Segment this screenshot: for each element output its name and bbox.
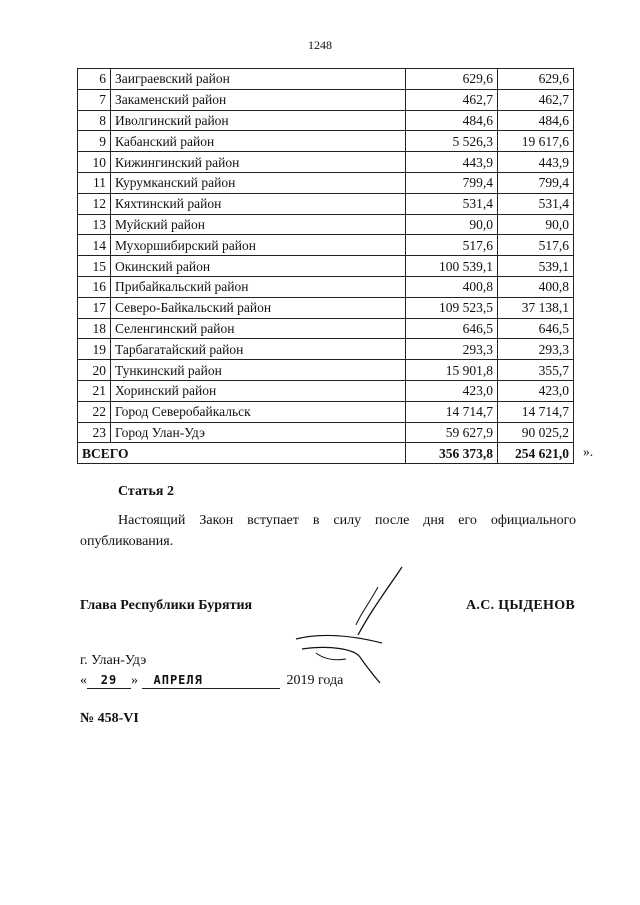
row-number: 9 <box>78 131 111 152</box>
value-column-1: 629,6 <box>406 69 498 90</box>
value-column-2: 517,6 <box>498 235 574 256</box>
district-name: Окинский район <box>111 256 406 277</box>
row-number: 15 <box>78 256 111 277</box>
signatory-title: Глава Республики Бурятия <box>80 598 253 613</box>
value-column-1: 109 523,5 <box>406 297 498 318</box>
value-column-1: 799,4 <box>406 172 498 193</box>
value-column-1: 293,3 <box>406 339 498 360</box>
district-name: Кижингинский район <box>111 152 406 173</box>
value-column-2: 293,3 <box>498 339 574 360</box>
district-name: Заиграевский район <box>111 69 406 90</box>
value-column-2: 355,7 <box>498 360 574 381</box>
law-number: № 458-VI <box>80 711 139 726</box>
table-row <box>78 256 574 277</box>
district-name: Кяхтинский район <box>111 193 406 214</box>
value-column-2: 37 138,1 <box>498 297 574 318</box>
value-column-2: 462,7 <box>498 89 574 110</box>
date-month-stamp: АПРЕЛЯ <box>142 672 280 689</box>
total-value-2: 254 621,0 <box>498 443 574 464</box>
district-name: Иволгинский район <box>111 110 406 131</box>
table-row <box>78 360 574 381</box>
row-number: 17 <box>78 297 111 318</box>
table-row <box>78 380 574 401</box>
table-row <box>78 276 574 297</box>
district-name: Город Северобайкальск <box>111 401 406 422</box>
value-column-2: 14 714,7 <box>498 401 574 422</box>
value-column-1: 14 714,7 <box>406 401 498 422</box>
table-row <box>78 339 574 360</box>
value-column-1: 400,8 <box>406 276 498 297</box>
row-number: 8 <box>78 110 111 131</box>
total-value-1: 356 373,8 <box>406 443 498 464</box>
value-column-2: 423,0 <box>498 380 574 401</box>
value-column-2: 531,4 <box>498 193 574 214</box>
value-column-2: 443,9 <box>498 152 574 173</box>
total-row <box>78 443 574 464</box>
row-number: 13 <box>78 214 111 235</box>
district-name: Закаменский район <box>111 89 406 110</box>
district-name: Кабанский район <box>111 131 406 152</box>
district-name: Северо-Байкальский район <box>111 297 406 318</box>
row-number: 16 <box>78 276 111 297</box>
date-year: 2019 года <box>286 673 344 688</box>
row-number: 18 <box>78 318 111 339</box>
total-label: ВСЕГО <box>78 443 406 464</box>
district-name: Прибайкальский район <box>111 276 406 297</box>
value-column-2: 799,4 <box>498 172 574 193</box>
value-column-2: 629,6 <box>498 69 574 90</box>
value-column-2: 539,1 <box>498 256 574 277</box>
row-number: 11 <box>78 172 111 193</box>
district-name: Город Улан-Удэ <box>111 422 406 443</box>
value-column-2: 484,6 <box>498 110 574 131</box>
district-name: Муйский район <box>111 214 406 235</box>
table-row <box>78 152 574 173</box>
district-name: Тарбагатайский район <box>111 339 406 360</box>
value-column-1: 5 526,3 <box>406 131 498 152</box>
value-column-2: 90 025,2 <box>498 422 574 443</box>
row-number: 14 <box>78 235 111 256</box>
value-column-1: 100 539,1 <box>406 256 498 277</box>
date-open-quote: « <box>80 673 87 688</box>
date-day-stamp: 29 <box>87 672 131 689</box>
value-column-1: 59 627,9 <box>406 422 498 443</box>
value-column-1: 531,4 <box>406 193 498 214</box>
value-column-1: 443,9 <box>406 152 498 173</box>
value-column-1: 646,5 <box>406 318 498 339</box>
row-number: 21 <box>78 380 111 401</box>
date-close-quote: » <box>131 673 138 688</box>
table-row <box>78 131 574 152</box>
page-number: 1248 <box>308 38 332 52</box>
article-title: Статья 2 <box>118 484 174 499</box>
table-row <box>78 69 574 90</box>
row-number: 22 <box>78 401 111 422</box>
value-column-2: 19 617,6 <box>498 131 574 152</box>
table-row <box>78 297 574 318</box>
row-number: 19 <box>78 339 111 360</box>
value-column-1: 462,7 <box>406 89 498 110</box>
table-row <box>78 214 574 235</box>
table-closing-quote: ». <box>583 444 594 459</box>
value-column-1: 15 901,8 <box>406 360 498 381</box>
value-column-1: 484,6 <box>406 110 498 131</box>
table-row <box>78 422 574 443</box>
value-column-2: 400,8 <box>498 276 574 297</box>
budget-table <box>77 68 574 464</box>
district-name: Курумканский район <box>111 172 406 193</box>
row-number: 12 <box>78 193 111 214</box>
table-row <box>78 172 574 193</box>
row-number: 6 <box>78 69 111 90</box>
table-row <box>78 235 574 256</box>
row-number: 7 <box>78 89 111 110</box>
table-row <box>78 110 574 131</box>
article-text: Настоящий Закон вступает в силу после дня его официального опубликования. <box>80 513 576 549</box>
table-row <box>78 193 574 214</box>
district-name: Хоринский район <box>111 380 406 401</box>
value-column-2: 646,5 <box>498 318 574 339</box>
value-column-1: 90,0 <box>406 214 498 235</box>
city: г. Улан-Удэ <box>80 653 147 668</box>
table-row <box>78 318 574 339</box>
district-name: Селенгинский район <box>111 318 406 339</box>
district-name: Мухоршибирский район <box>111 235 406 256</box>
district-name: Тункинский район <box>111 360 406 381</box>
signing-date <box>80 672 343 689</box>
value-column-1: 423,0 <box>406 380 498 401</box>
table-row <box>78 89 574 110</box>
row-number: 23 <box>78 422 111 443</box>
value-column-1: 517,6 <box>406 235 498 256</box>
value-column-2: 90,0 <box>498 214 574 235</box>
row-number: 20 <box>78 360 111 381</box>
table-row <box>78 401 574 422</box>
signatory-name: А.С. ЦЫДЕНОВ <box>466 598 576 613</box>
row-number: 10 <box>78 152 111 173</box>
